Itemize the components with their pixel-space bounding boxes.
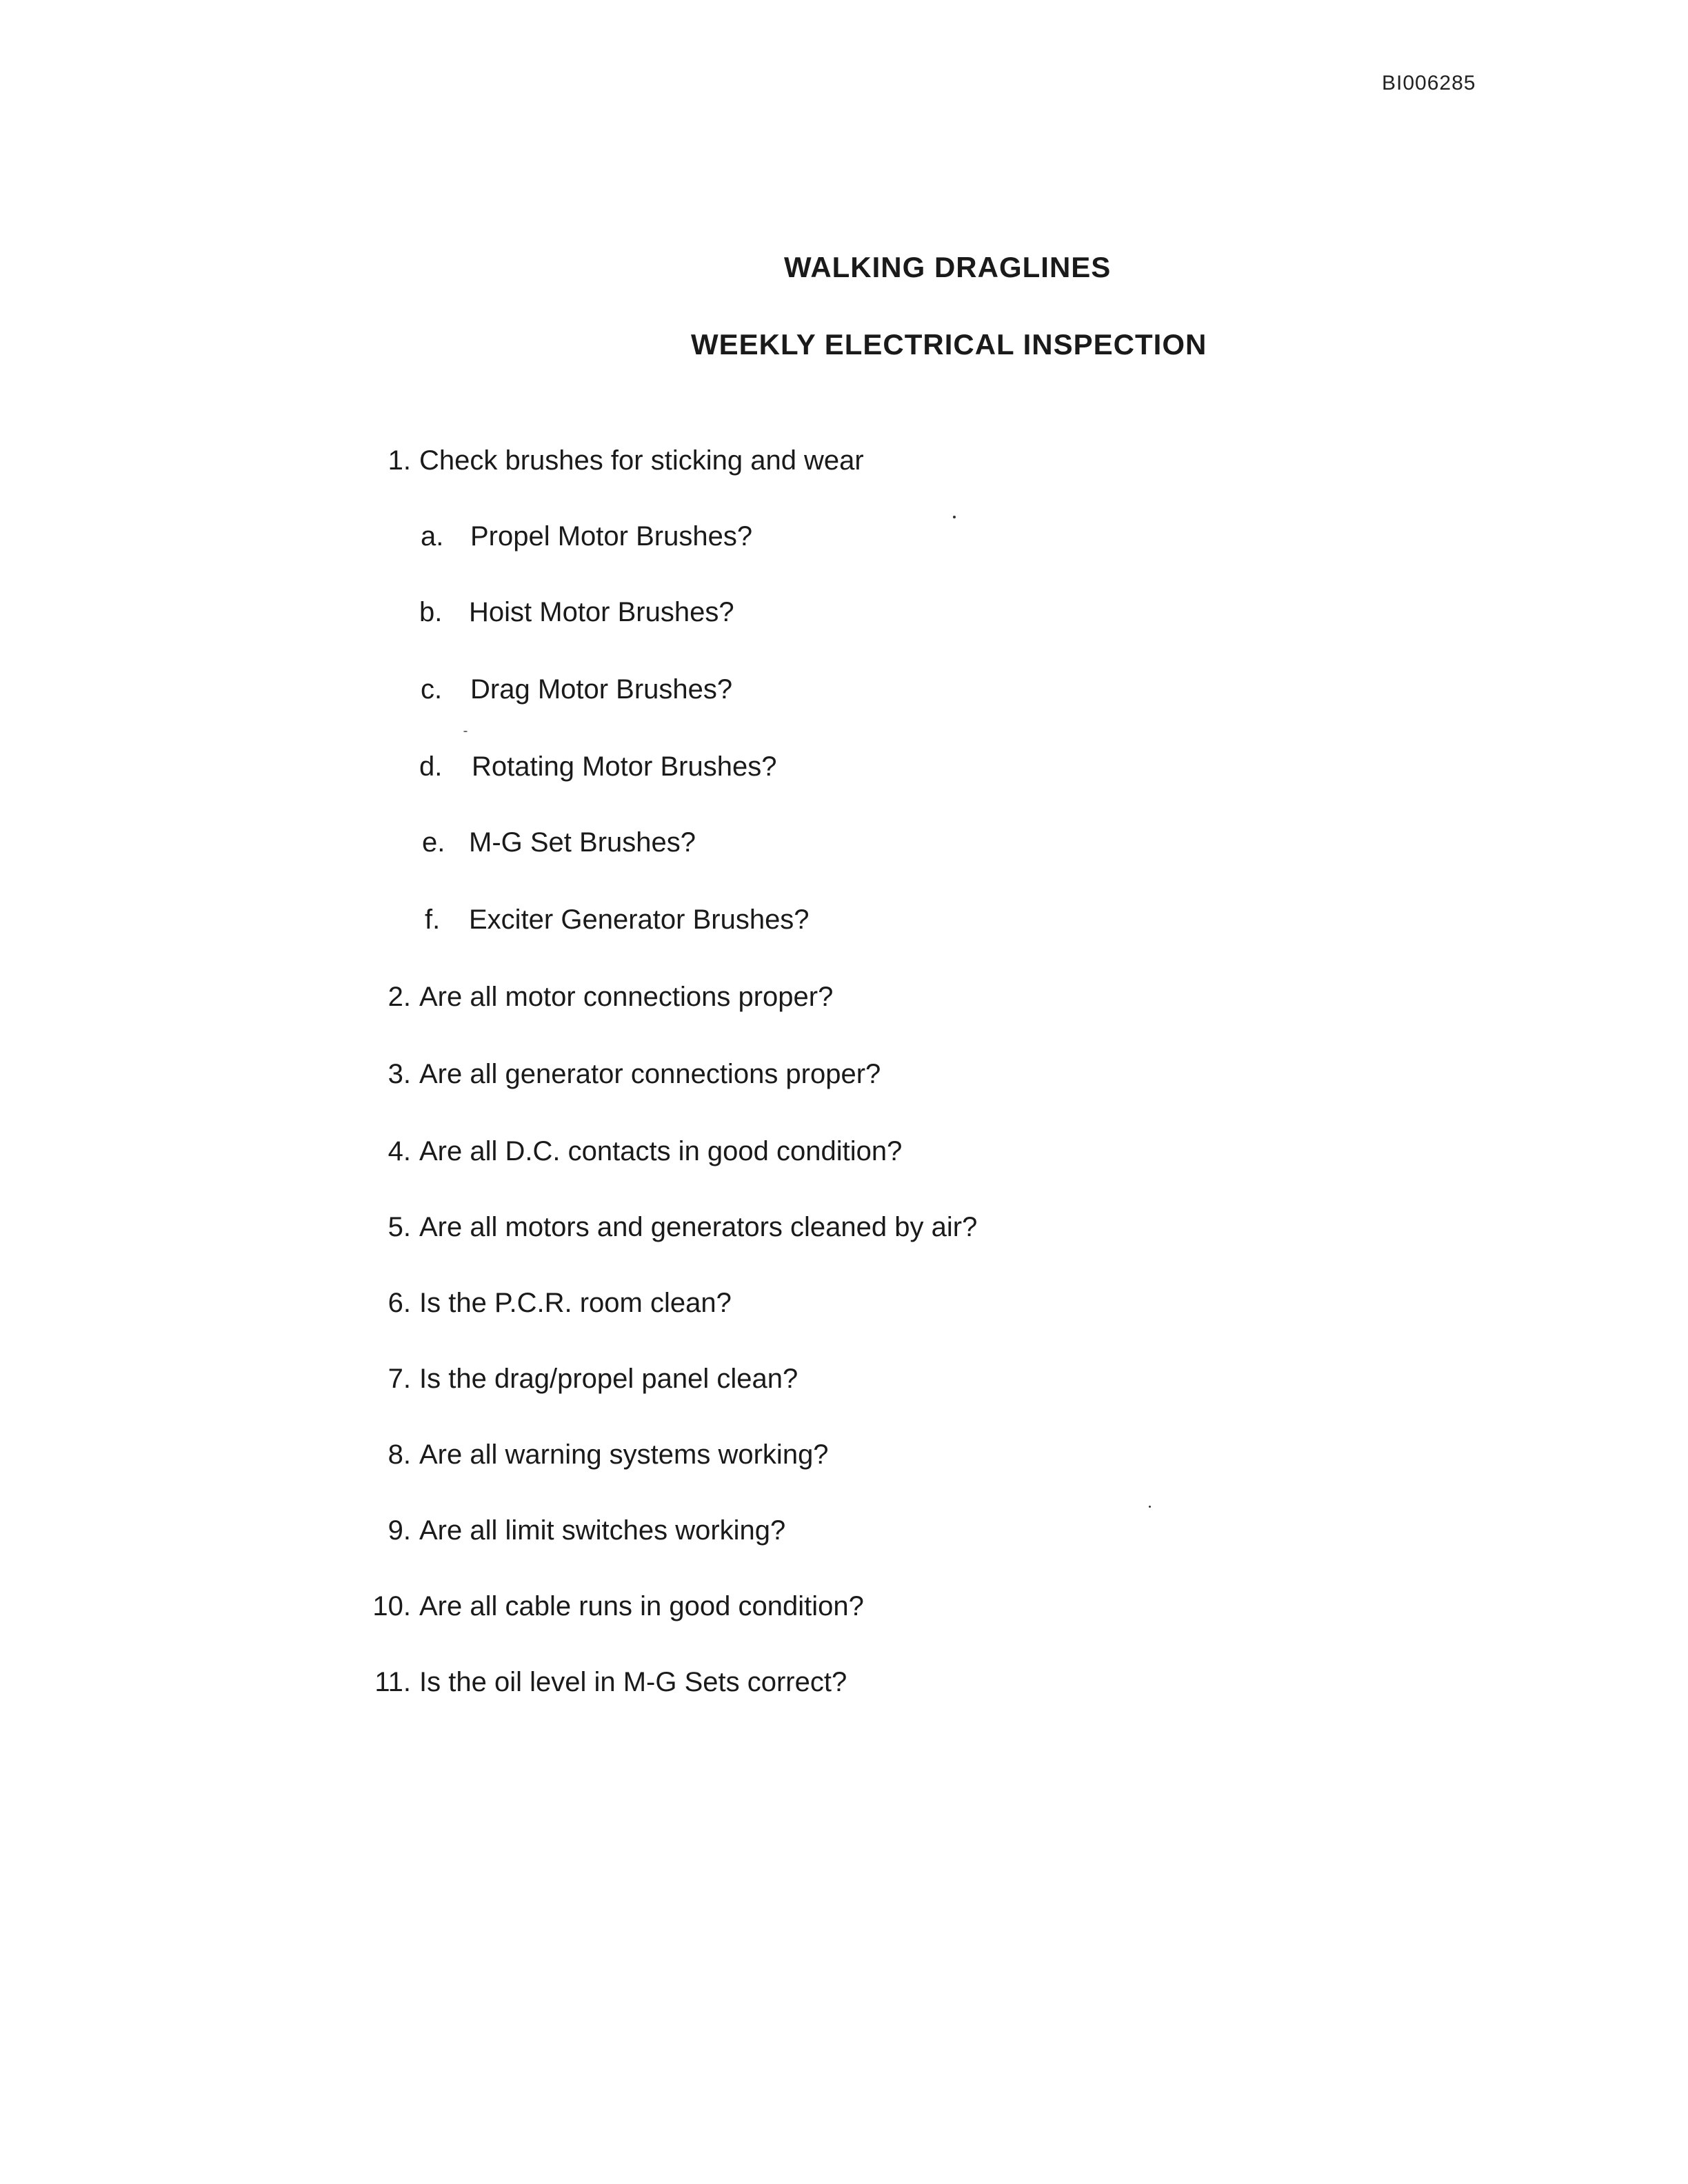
item-text: Is the P.C.R. room clean? [419,1288,732,1318]
subitem-text: Propel Motor Brushes? [470,521,753,552]
scan-speck [953,516,956,518]
item-number: 7. [388,1364,411,1394]
item-text: Are all motor connections proper? [419,982,834,1012]
subitem-letter: b. [419,597,443,627]
subitem-text: Drag Motor Brushes? [470,674,733,705]
item-number: 3. [388,1059,411,1089]
subitem-text: Hoist Motor Brushes? [469,597,734,627]
item-text: Are all cable runs in good condition? [419,1591,864,1621]
subitem-letter: f. [425,904,441,935]
subitem-letter: e. [422,827,445,858]
item-text: Are all limit switches working? [419,1515,786,1546]
item-text: Are all motors and generators cleaned by air? [419,1212,978,1242]
item-number: 9. [388,1515,411,1546]
item-number: 4. [388,1136,411,1166]
item-number: 8. [388,1439,411,1470]
scan-speck [1149,1506,1151,1508]
item-number: 1. [388,445,411,476]
document-subtitle: WEEKLY ELECTRICAL INSPECTION [691,328,1207,361]
document-id: BI006285 [1382,72,1476,94]
item-text: Are all generator connections proper? [419,1059,881,1089]
item-number: 6. [388,1288,411,1318]
item-number: 11. [374,1667,411,1697]
item-text: Is the oil level in M-G Sets correct? [419,1667,847,1697]
subitem-letter: d. [419,751,443,782]
item-text: Check brushes for sticking and wear [419,445,864,476]
subitem-text: M-G Set Brushes? [469,827,696,858]
item-number: 10. [372,1591,411,1621]
subitem-letter: a. [421,521,444,552]
document-title: WALKING DRAGLINES [784,251,1112,283]
item-number: 5. [388,1212,411,1242]
scan-speck [463,731,468,732]
item-number: 2. [388,982,411,1012]
item-text: Are all D.C. contacts in good condition? [419,1136,903,1166]
subitem-text: Exciter Generator Brushes? [469,904,810,935]
subitem-text: Rotating Motor Brushes? [472,751,777,782]
subitem-letter: c. [421,674,443,705]
item-text: Are all warning systems working? [419,1439,829,1470]
item-text: Is the drag/propel panel clean? [419,1364,798,1394]
